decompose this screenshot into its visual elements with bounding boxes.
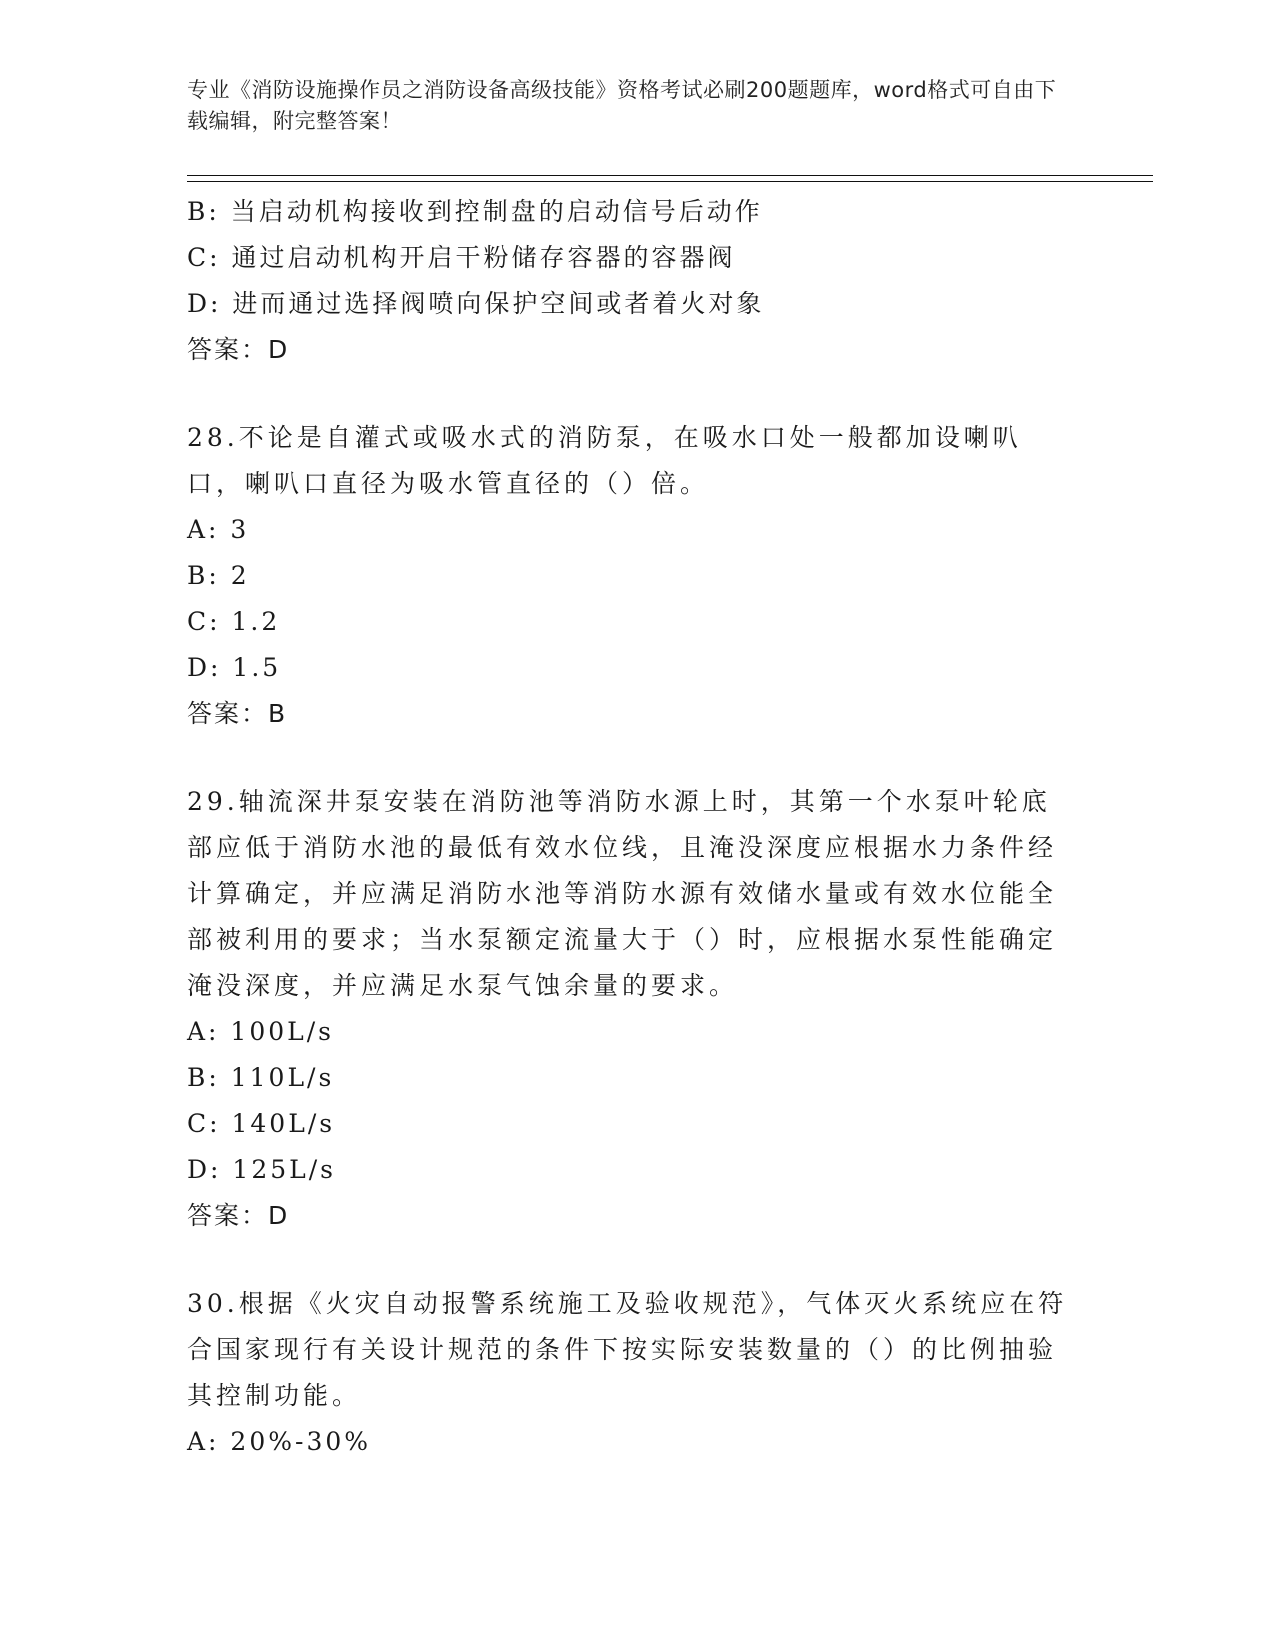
option-d: D: 1.5: [187, 653, 282, 682]
header-rule-bottom: [187, 181, 1153, 182]
option-b: B: 110L/s: [187, 1063, 335, 1092]
document-body: [187, 189, 1077, 1465]
question-30: [187, 1281, 1077, 1465]
answer-label: 答案：D: [187, 335, 290, 364]
answer-label: 答案：B: [187, 699, 288, 728]
question-stem: 29.轴流深井泵安装在消防池等消防水源上时，其第一个水泵叶轮底部应低于消防水池的最低有效水位线，且淹没深度应根据水力条件经计算确定，并应满足消防水池等消防水源有效储水量或有效水位能全部被利用的要求；当水泵额定流量大于（）时，应根据水泵性能确定淹没深度，并应满足水泵气蚀余量的要求。: [187, 787, 1058, 1000]
option-a: A: 3: [187, 515, 250, 544]
header-rule-top: [187, 175, 1153, 176]
option-c: C: 1.2: [187, 607, 281, 636]
question-stem: 28.不论是自灌式或吸水式的消防泵，在吸水口处一般都加设喇叭口，喇叭口直径为吸水管直径的（）倍。: [187, 423, 1022, 498]
question-28: [187, 415, 1077, 737]
question-stem: 30.根据《火灾自动报警系统施工及验收规范》，气体灭火系统应在符合国家现行有关设计规范的条件下按实际安装数量的（）的比例抽验其控制功能。: [187, 1289, 1068, 1410]
option-b: B: 当启动机构接收到控制盘的启动信号后动作: [187, 197, 763, 226]
answer-label: 答案：D: [187, 1201, 290, 1230]
question-27-continuation: [187, 189, 1077, 373]
document-header: 专业《消防设施操作员之消防设备高级技能》资格考试必刷200题题库，word格式可自由下载编辑，附完整答案！: [187, 78, 1057, 133]
option-b: B: 2: [187, 561, 250, 590]
option-a: A: 20%-30%: [187, 1427, 372, 1456]
question-29: [187, 779, 1077, 1239]
option-c: C: 140L/s: [187, 1109, 336, 1138]
option-a: A: 100L/s: [187, 1017, 334, 1046]
option-d: D: 进而通过选择阀喷向保护空间或者着火对象: [187, 289, 765, 318]
option-d: D: 125L/s: [187, 1155, 336, 1184]
option-c: C: 通过启动机构开启干粉储存容器的容器阀: [187, 243, 736, 272]
